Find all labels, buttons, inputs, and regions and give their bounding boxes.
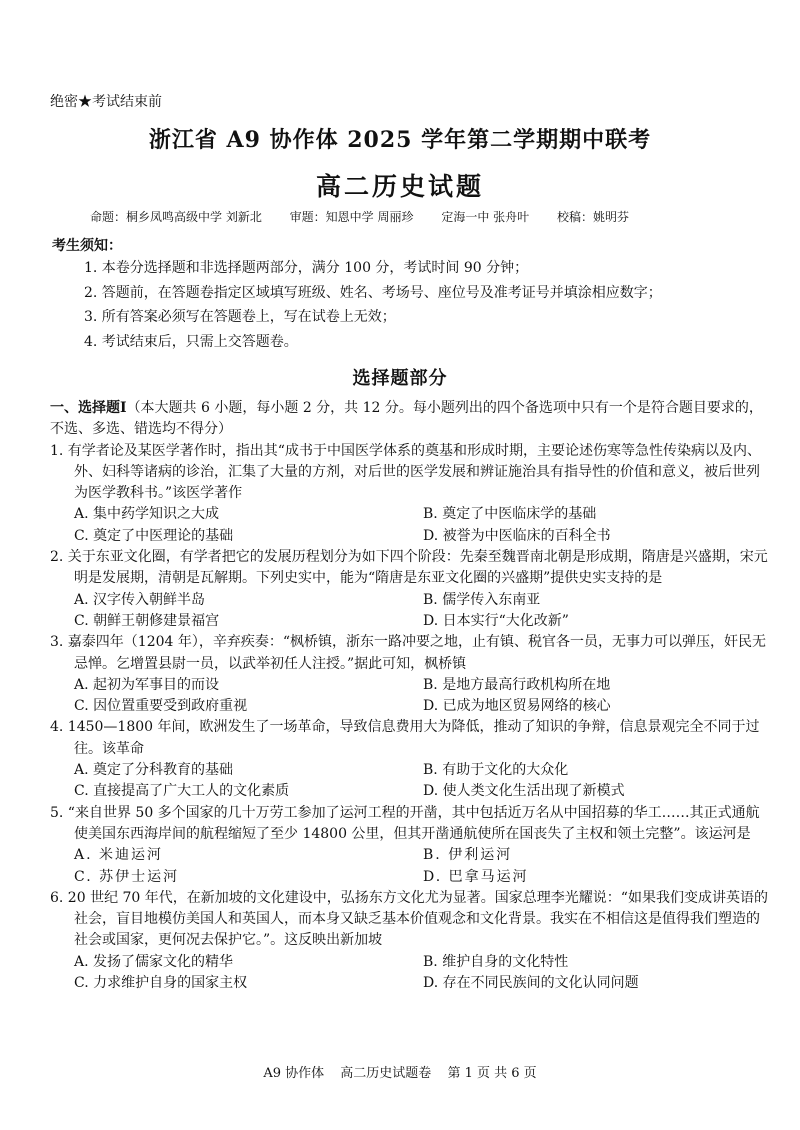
option-b: B. 伊利运河 xyxy=(423,847,513,864)
option-b: B. 有助于文化的大众化 xyxy=(423,762,569,779)
option-a: A. 集中药学知识之大成 xyxy=(74,506,220,523)
option-c: C. 力求维护自身的国家主权 xyxy=(74,975,248,992)
notice-item: 2. 答题前，在答题卷指定区域填写班级、姓名、考场号、座位号及准考证号并填涂相应数字； xyxy=(84,284,662,301)
option-c: C. 奠定了中医理论的基础 xyxy=(74,527,234,544)
option-d: D. 巴拿马运河 xyxy=(423,868,529,885)
authors-line xyxy=(90,208,653,225)
option-d: D. 存在不同民族间的文化认同问题 xyxy=(423,975,639,992)
option-c: C. 苏伊士运河 xyxy=(74,868,180,885)
option-a: A. 发扬了儒家文化的精华 xyxy=(74,953,234,970)
option-d: D. 日本实行“大化改新” xyxy=(423,612,569,629)
question-1 xyxy=(50,441,772,547)
question-options xyxy=(50,675,772,718)
exam-title: 浙江省 A9 协作体 2025 学年第二学期期中联考 xyxy=(148,127,652,153)
option-d: D. 被誉为中医临床的百科全书 xyxy=(423,527,611,544)
exam-subtitle: 高二历史试题 xyxy=(315,172,484,201)
author-reviewer-1: 审题：知恩中学 周丽珍 xyxy=(289,210,414,224)
option-c: C. 直接提高了广大工人的文化素质 xyxy=(74,783,290,800)
option-c: C. 因位置重要受到政府重视 xyxy=(74,698,248,715)
question-options xyxy=(50,504,772,547)
option-a: A. 米迪运河 xyxy=(74,847,164,864)
section-title: 选择题部分 xyxy=(352,368,448,389)
footer-paper: 高二历史试题卷 xyxy=(340,1066,432,1081)
part-one-desc: （本大题共 6 小题，每小题 2 分，共 12 分。每小题列出的四个备选项中只有一个是符合题目要求的，不选、多选、错选均不得分） xyxy=(50,400,763,438)
option-c: C. 朝鲜王朝修建景福宫 xyxy=(74,612,220,629)
option-b: B. 奠定了中医临床学的基础 xyxy=(423,506,597,523)
option-a: A. 汉字传入朝鲜半岛 xyxy=(74,591,206,608)
question-options xyxy=(50,590,772,633)
question-stem: 6. 20 世纪 70 年代，在新加坡的文化建设中，弘扬东方文化尤为显著。国家总理李光耀说：“如果我们变成讲英语的社会，盲目地模仿美国人和英国人，而本身又缺乏基本价值观念和文化背景。我实在不相信这是值得我们塑造的社会或国家，更何况去保护它。”。这反映出新加坡 xyxy=(50,889,768,949)
question-stem: 2. 关于东亚文化圈，有学者把它的发展历程划分为如下四个阶段：先秦至魏晋南北朝是形成期，隋唐是兴盛期，宋元明是发展期，清朝是瓦解期。下列史实中，能为“隋唐是东亚文化圈的兴盛期”提供史实支持的是 xyxy=(50,549,768,587)
question-4 xyxy=(50,717,772,802)
notice-heading: 考生须知： xyxy=(52,238,122,254)
footer-org: A9 协作体 xyxy=(263,1066,325,1081)
option-b: B. 维护自身的文化特性 xyxy=(423,953,569,970)
option-a: A. 起初为军事目的而设 xyxy=(74,676,220,693)
question-6 xyxy=(50,888,772,994)
confidential-mark: 绝密★考试结束前 xyxy=(50,94,162,110)
question-stem: 3. 嘉泰四年（1204 年），辛弃疾奏：“枫桥镇，浙东一路冲要之地，止有镇、税官各一员，无事力可以弹压，奸民无忌惮。乞增置县尉一员，以武举初任人注授。”据此可知，枫桥镇 xyxy=(50,634,767,672)
question-2 xyxy=(50,547,772,632)
option-b: B. 是地方最高行政机构所在地 xyxy=(423,676,611,693)
question-stem: 1. 有学者论及某医学著作时，指出其“成书于中国医学体系的奠基和形成时期，主要论述伤寒等急性传染病以及内、外、妇科等诸病的诊治，汇集了大量的方剂，对后世的医学发展和辨证施治具有指导性的价值和意义，被后世列为医学教科书。”该医学著作 xyxy=(50,442,761,502)
option-d: D. 已成为地区贸易网络的核心 xyxy=(423,698,611,715)
page-footer xyxy=(0,1062,800,1081)
notice-item: 3. 所有答案必须写在答题卷上，写在试卷上无效； xyxy=(84,309,396,325)
question-stem: 4. 1450—1800 年间，欧洲发生了一场革命，导致信息费用大为降低，推动了知识的争辩，信息景观完全不同于过往。该革命 xyxy=(50,719,760,757)
option-a: A. 奠定了分科教育的基础 xyxy=(74,762,234,779)
question-options xyxy=(50,845,772,888)
option-b: B. 儒学传入东南亚 xyxy=(423,591,541,608)
part-one-header xyxy=(50,398,772,441)
question-3 xyxy=(50,632,772,717)
author-proofreader: 校稿：姚明芬 xyxy=(556,210,629,224)
option-d: D. 使人类文化生活出现了新模式 xyxy=(423,783,625,800)
notice-item: 4. 考试结束后，只需上交答题卷。 xyxy=(84,333,298,350)
footer-page-number: 第 1 页 共 6 页 xyxy=(447,1066,537,1081)
question-options xyxy=(50,952,772,995)
question-options xyxy=(50,760,772,803)
question-5 xyxy=(50,803,772,888)
question-stem: 5. “来自世界 50 多个国家的几十万劳工参加了运河工程的开凿，其中包括近万名从中国招募的华工……其正式通航使美国东西海岸间的航程缩短了至少 14800 公里，但其开凿通航使所在国丧失了主权和领土完整”。该运河是 xyxy=(50,804,760,842)
notice-list xyxy=(84,256,662,354)
author-setter: 命题：桐乡凤鸣高级中学 刘新北 xyxy=(90,210,262,224)
author-reviewer-2: 定海一中 张舟叶 xyxy=(441,210,530,224)
questions-block xyxy=(50,398,772,994)
part-one-label: 一、选择题Ⅰ xyxy=(50,400,127,416)
notice-item: 1. 本卷分选择题和非选择题两部分，满分 100 分，考试时间 90 分钟； xyxy=(84,260,529,276)
